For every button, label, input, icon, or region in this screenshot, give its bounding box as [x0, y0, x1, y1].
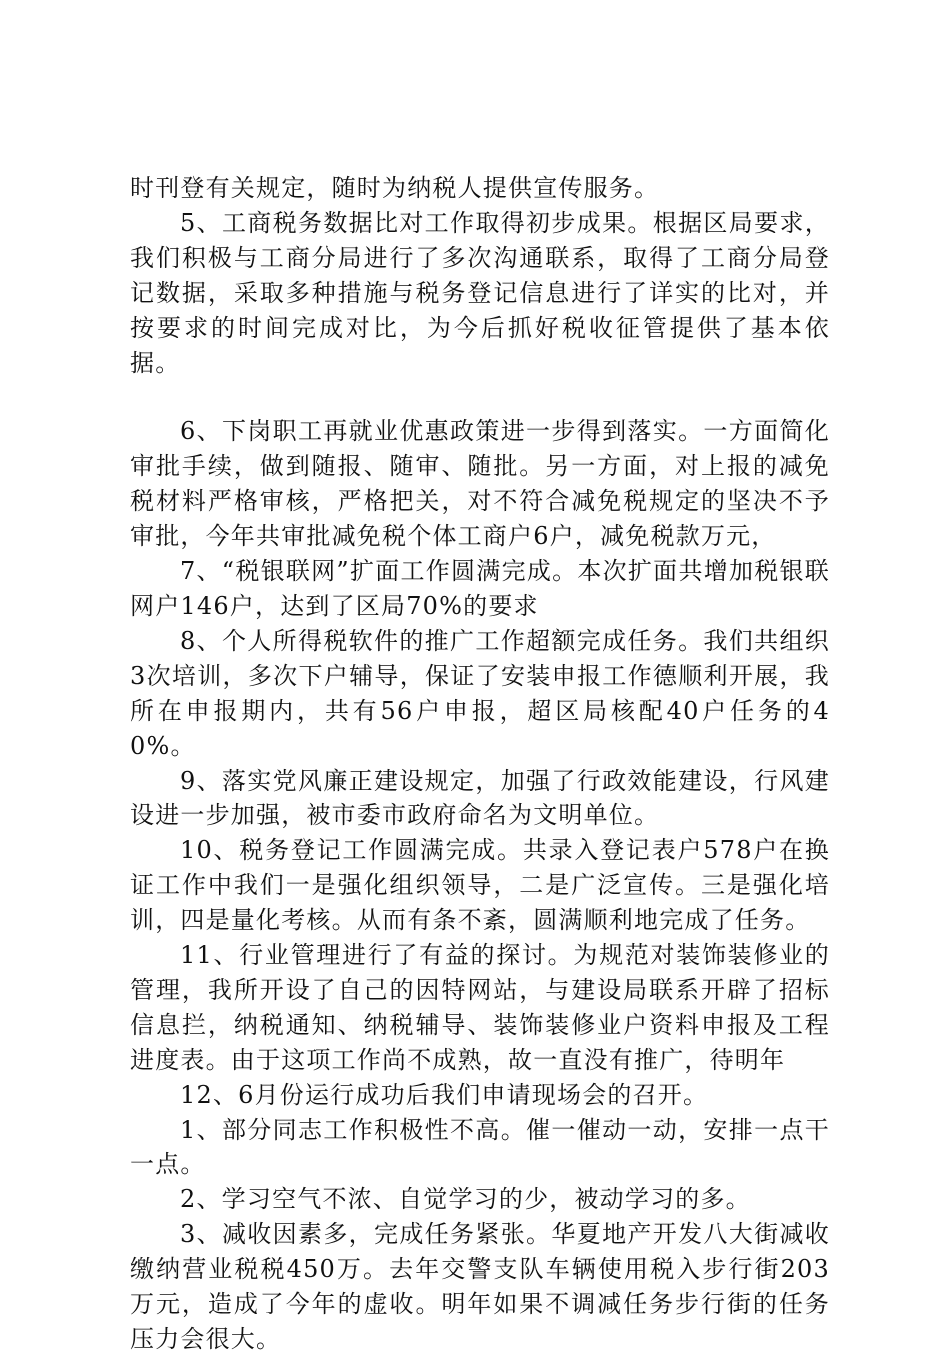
paragraph-item-10: 10、税务登记工作圆满完成。共录入登记表户578户在换证工作中我们一是强化组织领导，二是广泛宣传。三是强化培训，四是量化考核。从而有条不紊，圆满顺利地完成了任务。 — [130, 836, 830, 935]
paragraph-item-9: 9、落实党风廉正建设规定，加强了行政效能建设，行风建设进一步加强，被市委市政府命名为文明单位。 — [130, 766, 830, 830]
paragraph-item-11: 11、行业管理进行了有益的探讨。为规范对装饰装修业的管理，我所开设了自己的因特网站，与建设局联系开辟了招标信息拦，纳税通知、纳税辅导、装饰装修业户资料申报及工程进度表。由于这项工作尚不成熟，故一直没有推广，待明年 — [130, 941, 830, 1074]
paragraph-item-8: 8、个人所得税软件的推广工作超额完成任务。我们共组织3次培训，多次下户辅导，保证了安装申报工作德顺利开展，我所在申报期内，共有56户申报，超区局核配40户任务的40%。 — [130, 626, 830, 760]
paragraph-item-12: 12、6月份运行成功后我们申请现场会的召开。 — [180, 1080, 709, 1109]
document-body — [130, 171, 830, 1357]
paragraph-continuation: 时刊登有关规定，随时为纳税人提供宣传服务。 — [130, 174, 660, 202]
paragraph-item-5: 5、工商税务数据比对工作取得初步成果。根据区局要求，我们积极与工商分局进行了多次沟通联系，取得了工商分局登记数据，采取多种措施与税务登记信息进行了详实的比对，并按要求的时间完成对比，为今后抓好税收征管提供了基本依据。 — [130, 208, 830, 377]
paragraph-item-7: 7、“税银联网”扩面工作圆满完成。本次扩面共增加税银联网户146户，达到了区局70%的要求 — [130, 557, 830, 620]
paragraph-item-6: 6、下岗职工再就业优惠政策进一步得到落实。一方面简化审批手续，做到随报、随审、随批。另一方面，对上报的减免税材料严格审核，严格把关，对不符合减免税规定的坚决不予审批，今年共审批减免税个体工商户6户，减免税款万元， — [130, 417, 830, 551]
problem-item-1: 1、部分同志工作积极性不高。催一催动一动，安排一点干一点。 — [130, 1115, 830, 1179]
problem-item-3: 3、减收因素多，完成任务紧张。华夏地产开发八大街减收缴纳营业税税450万。去年交警支队车辆使用税入步行街203万元，造成了今年的虚收。明年如果不调减任务步行街的任务压力会很大。 — [130, 1220, 830, 1353]
problem-item-2: 2、学习空气不浓、自觉学习的少，被动学习的多。 — [180, 1185, 751, 1214]
